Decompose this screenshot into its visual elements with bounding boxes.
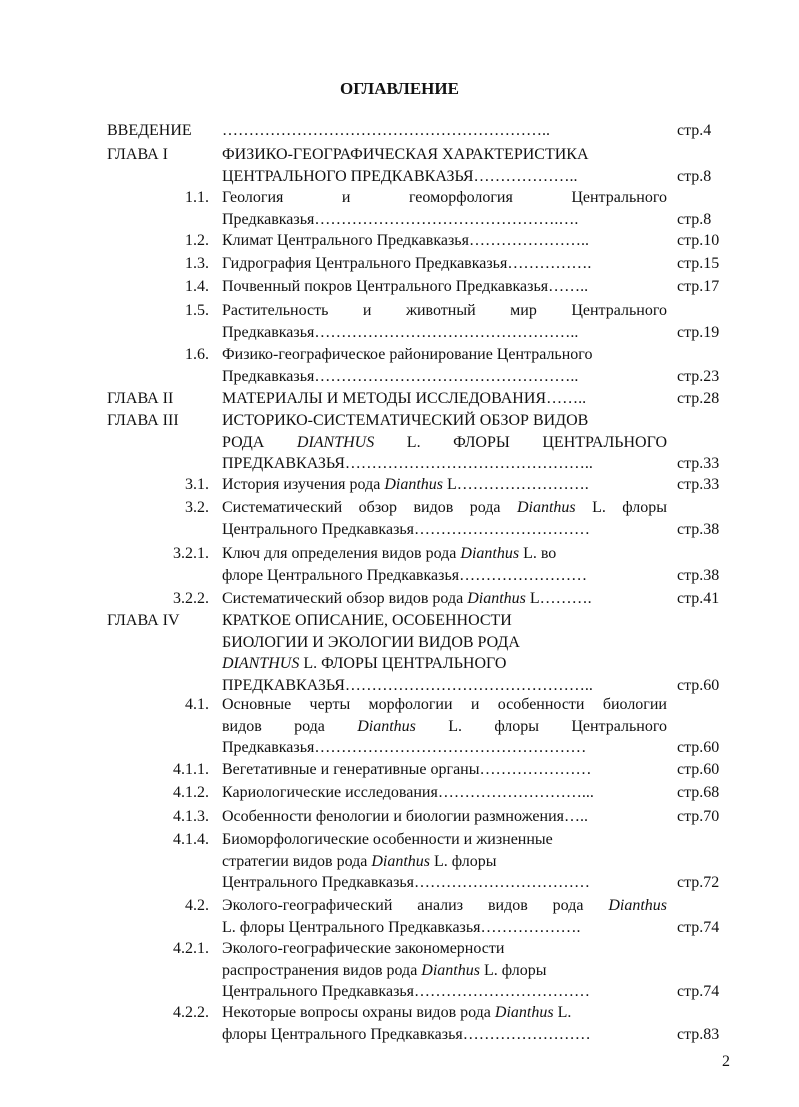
toc-entry-text: БИОЛОГИИ И ЭКОЛОГИИ ВИДОВ РОДА bbox=[222, 633, 520, 651]
toc-entry-page: стр.33 bbox=[677, 476, 720, 493]
toc-entry-page: стр.72 bbox=[677, 874, 720, 891]
toc-entry-text: Почвенный покров Центрального Предкавказья…….. bbox=[222, 278, 589, 295]
toc-entry-text: ПРЕДКАВКАЗЬЯ……………………………………….. bbox=[222, 676, 593, 694]
toc-entry-text: флоре Центрального Предкавказья…………………… bbox=[222, 566, 588, 584]
toc-entry-text: Центрального Предкавказья…………………………… bbox=[222, 983, 591, 1000]
toc-entry-text: ИСТОРИКО-СИСТЕМАТИЧЕСКИЙ ОБЗОР ВИДОВ bbox=[222, 412, 589, 429]
toc-entry-text: Систематический обзор видов рода Dianthus L. флоры bbox=[222, 499, 667, 516]
toc-entry-page: стр.19 bbox=[677, 323, 720, 341]
toc-entry-text: Эколого-географический анализ видов рода Dianthus bbox=[222, 897, 667, 914]
toc-entry-text: Основные черты морфологии и особенности биологии bbox=[222, 696, 667, 713]
toc-entry-label: 3.1. bbox=[185, 476, 209, 493]
toc-entry-text: L. флоры Центрального Предкавказья………………. bbox=[222, 918, 581, 936]
toc-entry-page: стр.68 bbox=[677, 784, 720, 801]
toc-entry-label: 1.1. bbox=[185, 189, 209, 206]
toc-entry-label: 1.5. bbox=[185, 302, 209, 319]
toc-entry-text: Ключ для определения видов рода Dianthus L. во bbox=[222, 545, 557, 562]
toc-entry-label: 4.2.2. bbox=[173, 1004, 209, 1021]
toc-entry-text: Некоторые вопросы охраны видов рода Dianthus L. bbox=[222, 1004, 572, 1021]
toc-entry-label: 4.2.1. bbox=[173, 940, 209, 957]
toc-entry-page: стр.17 bbox=[677, 278, 720, 295]
toc-entry-text: Предкавказья……………………………………….…. bbox=[222, 210, 579, 228]
toc-entry-text: Климат Центрального Предкавказья………………….. bbox=[222, 232, 589, 249]
toc-entry-label: 4.2. bbox=[185, 897, 209, 914]
toc-entry-page: стр.74 bbox=[677, 918, 720, 936]
toc-entry-text: ПРЕДКАВКАЗЬЯ……………………………………….. bbox=[222, 455, 593, 472]
page-number: 2 bbox=[722, 1053, 730, 1070]
toc-entry-label: ГЛАВА II bbox=[107, 390, 174, 407]
toc-entry-text: Предкавказья…………………………………………… bbox=[222, 739, 587, 756]
toc-entry-text: Систематический обзор видов рода Dianthus L………. bbox=[222, 590, 592, 607]
page-title: ОГЛАВЛЕНИЕ bbox=[340, 79, 459, 98]
toc-entry-page: стр.60 bbox=[677, 761, 720, 778]
toc-entry-text: Вегетативные и генеративные органы………………… bbox=[222, 761, 592, 778]
toc-entry-page: стр.70 bbox=[677, 808, 720, 825]
toc-entry-text: DIANTHUS L. ФЛОРЫ ЦЕНТРАЛЬНОГО bbox=[222, 655, 507, 672]
toc-entry-label: ГЛАВА IV bbox=[107, 612, 180, 629]
toc-entry-text: распространения видов рода Dianthus L. флоры bbox=[222, 961, 547, 979]
toc-entry-label: 1.3. bbox=[185, 255, 209, 272]
toc-entry-label: ВВЕДЕНИЕ bbox=[107, 122, 192, 139]
toc-entry-label: 4.1.3. bbox=[173, 808, 209, 825]
toc-entry-text: КРАТКОЕ ОПИСАНИЕ, ОСОБЕННОСТИ bbox=[222, 612, 512, 629]
toc-entry-label: 1.6. bbox=[185, 346, 209, 363]
toc-entry-text: Эколого-географические закономерности bbox=[222, 940, 505, 957]
toc-entry-label: 3.2. bbox=[185, 499, 209, 516]
toc-entry-page: стр.60 bbox=[677, 739, 720, 756]
toc-entry-text: РОДА DIANTHUS L. ФЛОРЫ ЦЕНТРАЛЬНОГО bbox=[222, 433, 667, 451]
toc-entry-text: видов рода Dianthus L. флоры Центрального bbox=[222, 717, 667, 735]
toc-entry-text: Предкавказья………………………………………….. bbox=[222, 367, 579, 385]
toc-entry-text: Геология и геоморфология Центрального bbox=[222, 189, 667, 206]
toc-entry-page: стр.8 bbox=[677, 167, 712, 185]
toc-entry-text: Центрального Предкавказья…………………………… bbox=[222, 874, 591, 891]
toc-entry-label: 3.2.1. bbox=[173, 545, 209, 562]
toc-entry-label: 1.4. bbox=[185, 278, 209, 295]
toc-entry-page: стр.38 bbox=[677, 566, 720, 584]
toc-entry-page: стр.23 bbox=[677, 367, 720, 385]
toc-entry-label: 4.1.4. bbox=[173, 831, 209, 848]
toc-entry-text: ЦЕНТРАЛЬНОГО ПРЕДКАВКАЗЬЯ……………….. bbox=[222, 167, 578, 185]
toc-entry-label: 3.2.2. bbox=[173, 590, 209, 607]
toc-entry-label: 1.2. bbox=[185, 232, 209, 249]
toc-entry-text: стратегии видов рода Dianthus L. флоры bbox=[222, 852, 497, 870]
toc-entry-text: Особенности фенологии и биологии размножения….. bbox=[222, 808, 588, 825]
toc-entry-text: Растительность и животный мир Центрального bbox=[222, 302, 667, 319]
toc-entry-text: Центрального Предкавказья…………………………… bbox=[222, 520, 591, 538]
toc-entry-page: стр.28 bbox=[677, 390, 720, 407]
toc-entry-text: флоры Центрального Предкавказья…………………… bbox=[222, 1025, 591, 1043]
toc-entry-page: стр.60 bbox=[677, 676, 720, 694]
toc-entry-page: стр.4 bbox=[677, 122, 712, 139]
toc-entry-text: МАТЕРИАЛЫ И МЕТОДЫ ИССЛЕДОВАНИЯ…….. bbox=[222, 390, 587, 407]
toc-entry-page: стр.33 bbox=[677, 455, 720, 472]
toc-entry-page: стр.41 bbox=[677, 590, 720, 607]
toc-entry-text: Кариологические исследования………………………... bbox=[222, 784, 594, 801]
toc-entry-text: …………………………………………………….. bbox=[222, 122, 550, 139]
toc-entry-text: Биоморфологические особенности и жизненные bbox=[222, 831, 553, 848]
toc-entry-label: 4.1. bbox=[185, 696, 209, 713]
toc-entry-label: 4.1.2. bbox=[173, 784, 209, 801]
toc-entry-text: Физико-географическое районирование Центрального bbox=[222, 346, 593, 363]
toc-entry-page: стр.74 bbox=[677, 983, 720, 1000]
toc-entry-text: ФИЗИКО-ГЕОГРАФИЧЕСКАЯ ХАРАКТЕРИСТИКА bbox=[222, 146, 589, 163]
toc-entry-text: История изучения рода Dianthus L……………………. bbox=[222, 476, 589, 493]
toc-entry-text: Предкавказья………………………………………….. bbox=[222, 323, 579, 341]
toc-entry-page: стр.15 bbox=[677, 255, 720, 272]
toc-entry-text: Гидрография Центрального Предкавказья……………. bbox=[222, 255, 592, 272]
toc-entry-label: ГЛАВА I bbox=[107, 146, 168, 163]
toc-entry-page: стр.83 bbox=[677, 1025, 720, 1043]
toc-entry-page: стр.10 bbox=[677, 232, 720, 249]
toc-entry-label: ГЛАВА III bbox=[107, 412, 179, 429]
toc-entry-label: 4.1.1. bbox=[173, 761, 209, 778]
toc-entry-page: стр.38 bbox=[677, 520, 720, 538]
toc-entry-page: стр.8 bbox=[677, 210, 712, 228]
